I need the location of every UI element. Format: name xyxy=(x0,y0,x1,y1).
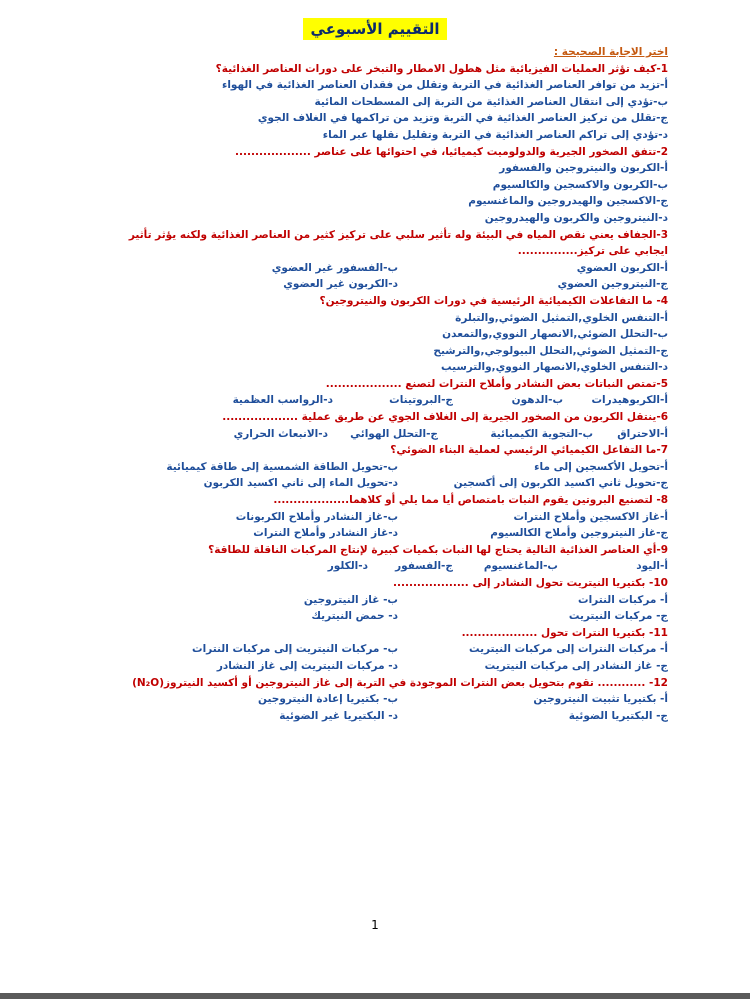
q8-option-a: أ-غاز الاكسجين وأملاح النترات xyxy=(513,510,668,523)
page-title: التقييم الأسبوعي xyxy=(303,18,448,40)
q5-option-b: ب-الدهون xyxy=(511,394,563,407)
q7-options-row-1 xyxy=(103,459,668,476)
question-7: 7-ما التفاعل الكيميائي الرئيسي لعملية البناء الضوئي؟ xyxy=(390,444,668,457)
q11-options-row-2 xyxy=(103,658,668,675)
question-2: 2-تتفق الصخور الجيرية والدولوميت كيميائيا، في احتوائها على عناصر ................... xyxy=(235,145,668,158)
q9-option-c: ج-الفسفور xyxy=(395,560,453,573)
title-container xyxy=(0,18,750,40)
q12-option-c: ج- البكتيريا الضوئية xyxy=(568,709,668,722)
instruction: اختر الاجابة الصحيحة : xyxy=(553,46,668,58)
q4-option-a: أ-التنفس الخلوي,التمثيل الضوئي,والتبلرة xyxy=(455,311,668,324)
q3-option-a: أ-الكربون العضوي xyxy=(576,261,668,274)
q4-option-b: ب-التحلل الضوئي,الانصهار النووي,والتمعدن xyxy=(442,328,668,341)
q2-option-b: ب-الكربون والاكسجين والكالسيوم xyxy=(492,178,668,191)
q7-option-a: أ-تحويل الأكسجين إلى ماء xyxy=(534,460,668,473)
question-3: 3-الجفاف يعني نقص المياه في البيئة وله تأثير سلبي على تركيز كثير من العناصر الغذائية ولكنه يؤثر تأثير ايجابي على تركيز............... xyxy=(128,228,668,258)
q2-option-c: ج-الاكسجين والهيدروجين والماغنسيوم xyxy=(468,195,668,208)
q6-options-row xyxy=(103,426,668,443)
q7-option-d: د-تحويل الماء إلى ثاني اكسيد الكربون xyxy=(203,477,398,490)
q3-option-d: د-الكربون غير العضوي xyxy=(283,278,398,291)
question-5: 5-تمتص النباتات بعض النشادر وأملاح النترات لتصنع ................... xyxy=(325,377,668,390)
q3-option-b: ب-الفسفور غير العضوي xyxy=(271,261,398,274)
q12-options-row-1 xyxy=(103,691,668,708)
q12-option-a: أ- بكتيريا تثبيت النيتروجين xyxy=(533,693,668,706)
q5-option-a: أ-الكربوهيدرات xyxy=(591,394,668,407)
q10-option-c: ج- مركبات النيتريت xyxy=(568,610,668,623)
q7-options-row-2 xyxy=(103,475,668,492)
q1-option-a: أ-تزيد من توافر العناصر الغذائية في التربة وتقلل من فقدان العناصر الغذائية في الهواء xyxy=(221,79,668,92)
q9-option-a: أ-اليود xyxy=(636,560,668,573)
question-list xyxy=(103,44,668,724)
q11-option-d: د- مركبات النيتريت إلى غاز النشادر xyxy=(216,659,398,672)
q8-option-c: ج-غاز النيتروجين وأملاح الكالسيوم xyxy=(490,527,668,540)
page-number: 1 xyxy=(371,918,379,932)
q11-option-b: ب- مركبات النيتريت إلى مركبات النترات xyxy=(192,643,398,656)
question-1: 1-كيف تؤثر العمليات الفيزيائية مثل هطول الامطار والتبخر على دورات العناصر الغذائية؟ xyxy=(215,62,668,75)
q4-option-d: د-التنفس الخلوي,الانصهار النووي,والترسيب xyxy=(441,361,668,374)
question-8: 8- لتصنيع البروتين يقوم النبات بامتصاص أيا مما يلي أو كلاهما................... xyxy=(273,494,668,507)
q1-option-d: د-تؤدي إلى تراكم العناصر الغذائية في التربة وتقليل نقلها عبر الماء xyxy=(322,128,668,141)
q9-options-row xyxy=(103,558,668,575)
bottom-scroll-bar xyxy=(0,993,750,999)
q5-option-d: د-الرواسب العظمية xyxy=(232,394,333,407)
q6-option-a: أ-الاحتراق xyxy=(617,427,668,440)
q2-option-d: د-النيتروجين والكربون والهيدروجين xyxy=(484,211,668,224)
q9-option-b: ب-الماغنسيوم xyxy=(483,560,558,573)
q8-options-row-2 xyxy=(103,525,668,542)
q12-option-d: د- البكتيريا غير الضوئية xyxy=(279,709,398,722)
q7-option-c: ج-تحويل ثاني اكسيد الكربون إلى أكسجين xyxy=(453,477,668,490)
question-11: 11- بكتيريا النترات تحول ................... xyxy=(461,626,668,639)
question-6: 6-ينتقل الكربون من الصخور الجيرية إلى الغلاف الجوي عن طريق عملية ................... xyxy=(222,411,668,424)
question-12: 12- ............ تقوم بتحويل بعض النترات الموجودة في التربة إلى غاز النيتروجين أو أكسيد النيتروز(N₂O) xyxy=(132,676,668,689)
q3-option-c: ج-النيتروجين العضوي xyxy=(557,278,668,291)
q9-option-d: د-الكلور xyxy=(327,560,368,573)
q1-option-b: ب-تؤدي إلى انتقال العناصر الغذائية من التربة إلى المسطحات المائية xyxy=(314,95,668,108)
q8-options-row-1 xyxy=(103,509,668,526)
q12-options-row-2 xyxy=(103,708,668,725)
q10-option-d: د- حمض النيتريك xyxy=(311,610,398,623)
question-4: 4- ما التفاعلات الكيميائية الرئيسية في دورات الكربون والنيتروجين؟ xyxy=(319,294,668,307)
q11-option-c: ج- غاز النشادر إلى مركبات النيتريت xyxy=(484,659,668,672)
q2-option-a: أ-الكربون والنيتروجين والفسفور xyxy=(499,162,668,175)
q10-options-row-1 xyxy=(103,592,668,609)
q6-option-c: ج-التحلل الهوائي xyxy=(350,427,438,440)
q8-option-d: د-غاز النشادر وأملاح النترات xyxy=(253,527,398,540)
q5-options-row xyxy=(103,392,668,409)
q6-option-b: ب-التجوية الكيميائية xyxy=(490,427,593,440)
q4-option-c: ج-التمثيل الضوئي,التحلل البيولوجي,والترشيح xyxy=(433,344,668,357)
q11-options-row-1 xyxy=(103,641,668,658)
question-10: 10- بكتيريا النيتريت تحول النشادر إلى ................... xyxy=(393,577,668,589)
q3-options-row-1 xyxy=(103,260,668,277)
q10-option-a: أ- مركبات النترات xyxy=(578,593,668,606)
q1-option-c: ج-تقلل من تركيز العناصر الغذائية في التربة وتزيد من تراكمها في الغلاف الجوي xyxy=(257,112,668,125)
q6-option-d: د-الانبعاث الحراري xyxy=(233,427,328,440)
q5-option-c: ج-البروتينات xyxy=(389,394,453,407)
q11-option-a: أ- مركبات النترات إلى مركبات النيتريت xyxy=(468,643,668,656)
q10-option-b: ب- غاز النيتروجين xyxy=(303,593,398,606)
q7-option-b: ب-تحويل الطاقة الشمسية إلى طاقة كيميائية xyxy=(166,460,398,473)
q3-options-row-2 xyxy=(103,276,668,293)
q12-option-b: ب- بكتيريا إعادة النيتروجين xyxy=(258,693,398,706)
question-9: 9-أي العناصر الغذائية التالية يحتاج لها النبات بكميات كبيرة لإنتاج المركبات الناقلة للطاقة؟ xyxy=(208,543,668,556)
q8-option-b: ب-غاز النشادر وأملاح الكربونات xyxy=(235,510,398,523)
q10-options-row-2 xyxy=(103,608,668,625)
